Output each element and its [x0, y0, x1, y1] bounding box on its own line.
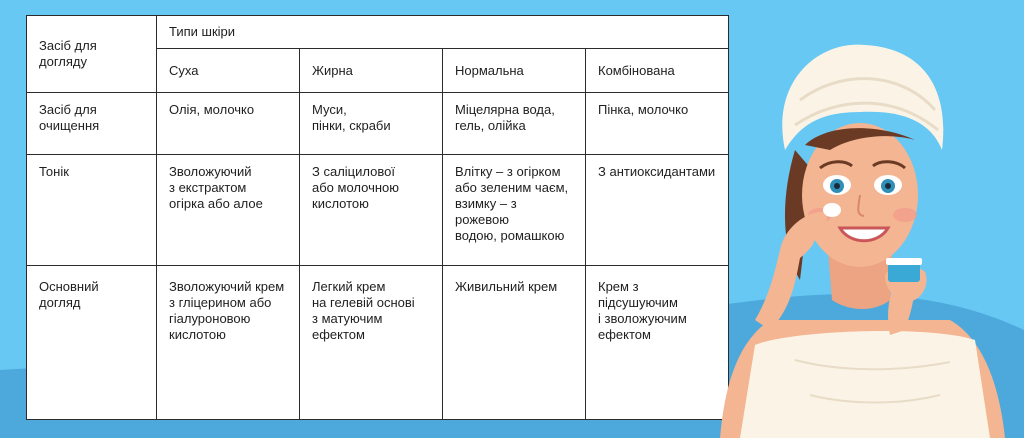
table-row	[27, 155, 729, 266]
woman-with-towel-applying-cream-illustration	[700, 0, 1024, 438]
table-cell: Крем з підсушуючим і зволожуючим ефектом	[586, 266, 729, 420]
table-cell: Міцелярна вода, гель, олійка	[443, 93, 586, 155]
skin-type-combination: Комбінована	[586, 49, 729, 93]
table-cell: Зволожуючий з екстрактом огірка або алое	[157, 155, 300, 266]
row-label-toner: Тонік	[27, 155, 157, 266]
table-row	[27, 266, 729, 420]
table-row	[27, 93, 729, 155]
skin-type-dry: Суха	[157, 49, 300, 93]
skin-types-group-header: Типи шкіри	[157, 16, 729, 49]
table-cell: З саліцилової або молочною кислотою	[300, 155, 443, 266]
table-cell: З антиоксидантами	[586, 155, 729, 266]
table-cell: Пінка, молочко	[586, 93, 729, 155]
table-cell: Живильний крем	[443, 266, 586, 420]
table-cell: Влітку – з огірком або зеленим чаєм, взимку – з рожевою водою, ромашкою	[443, 155, 586, 266]
table-cell: Муси, пінки, скраби	[300, 93, 443, 155]
skin-type-oily: Жирна	[300, 49, 443, 93]
corner-header: Засіб для догляду	[27, 16, 157, 93]
row-label-cleansing: Засіб для очищення	[27, 93, 157, 155]
row-label-main-care: Основний догляд	[27, 266, 157, 420]
skin-type-normal: Нормальна	[443, 49, 586, 93]
table-cell: Зволожуючий крем з гліцерином або гіалуроновою кислотою	[157, 266, 300, 420]
skin-care-table	[26, 15, 729, 420]
table-cell: Олія, молочко	[157, 93, 300, 155]
table-cell: Легкий крем на гелевій основі з матуючим ефектом	[300, 266, 443, 420]
